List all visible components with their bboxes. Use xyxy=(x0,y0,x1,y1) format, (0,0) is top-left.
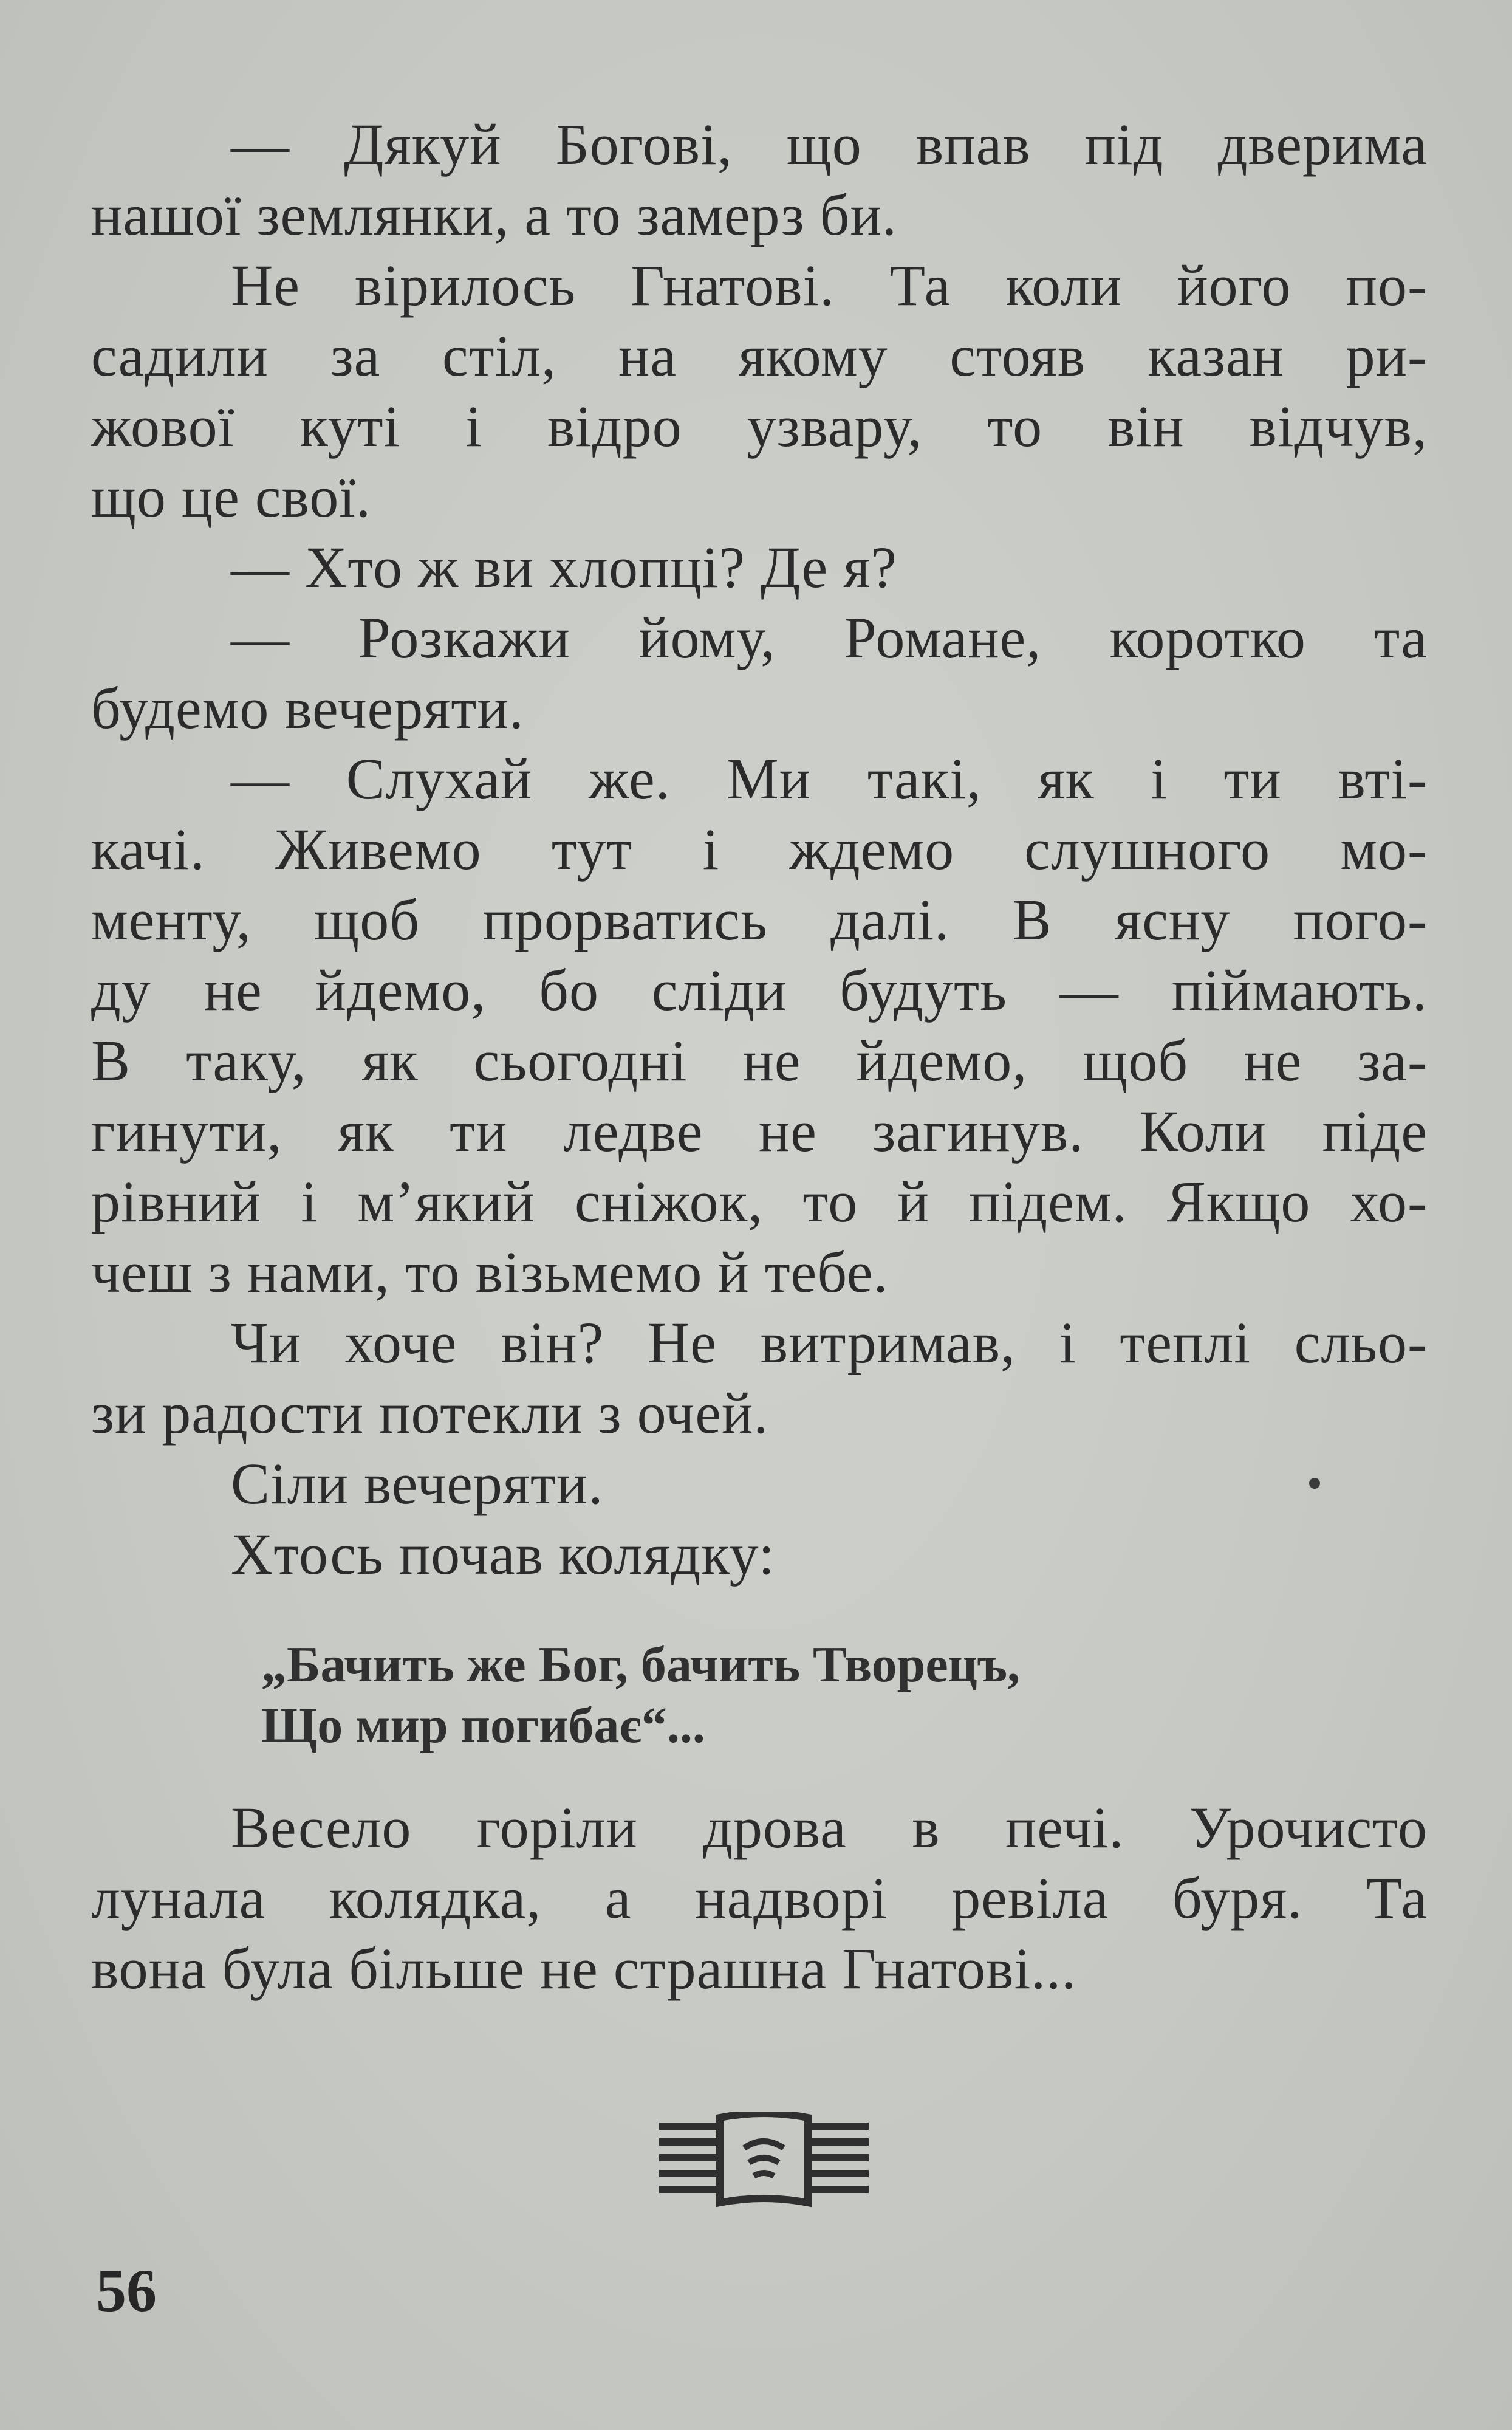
text-line: Не вірилось Гнатові. Та коли його по- xyxy=(231,253,1428,318)
text-line: — Дякуй Богові, що впав під дверима xyxy=(231,112,1428,177)
text-line: качі. Живемо тут і ждемо слушного мо- xyxy=(91,817,1428,882)
ink-speck xyxy=(1309,1478,1320,1489)
verse-line: Що мир погибає“... xyxy=(261,1697,705,1754)
text-line: Сіли вечеряти. xyxy=(231,1451,604,1516)
text-line: ду не йдемо, бо сліди будуть — піймають. xyxy=(91,958,1428,1023)
text-line: Хтось почав колядку: xyxy=(231,1522,775,1587)
text-line: жової куті і відро узвару, то він відчув, xyxy=(91,394,1428,459)
verse-line: „Бачить же Бог, бачить Творецъ, xyxy=(261,1636,1021,1693)
text-line: — Розкажи йому, Романе, коротко та xyxy=(231,605,1428,670)
text-line: Чи хоче він? Не витримав, і теплі сльо- xyxy=(231,1310,1428,1375)
text-line: рівний і м’який сніжок, то й підем. Якщо хо- xyxy=(91,1169,1428,1234)
text-line: будемо вечеряти. xyxy=(91,676,524,741)
text-line: гинути, як ти ледве не загинув. Коли піде xyxy=(91,1099,1428,1164)
text-line: вона була більше не страшна Гнатові... xyxy=(91,1936,1077,2001)
text-line: В таку, як сьогодні не йдемо, щоб не за- xyxy=(91,1028,1428,1093)
text-line: менту, щоб прорватись далі. В ясну пого- xyxy=(91,887,1428,952)
text-line: — Слухай же. Ми такі, як і ти вті- xyxy=(231,746,1428,811)
text-line: садили за стіл, на якому стояв казан ри- xyxy=(91,323,1428,388)
text-line: лунала колядка, а надворі ревіла буря. Та xyxy=(91,1865,1428,1931)
text-line: Весело горіли дрова в печі. Урочисто xyxy=(231,1795,1428,1860)
text-line: зи радости потекли з очей. xyxy=(91,1381,769,1446)
open-book-icon xyxy=(659,2112,869,2209)
page-number: 56 xyxy=(96,2257,157,2324)
text-line: — Хто ж ви хлопці? Де я? xyxy=(231,535,898,600)
text-line: що це свої. xyxy=(91,464,371,529)
text-line: чеш з нами, то візьмемо й тебе. xyxy=(91,1240,889,1305)
text-line: нашої землянки, а то замерз би. xyxy=(91,182,897,247)
